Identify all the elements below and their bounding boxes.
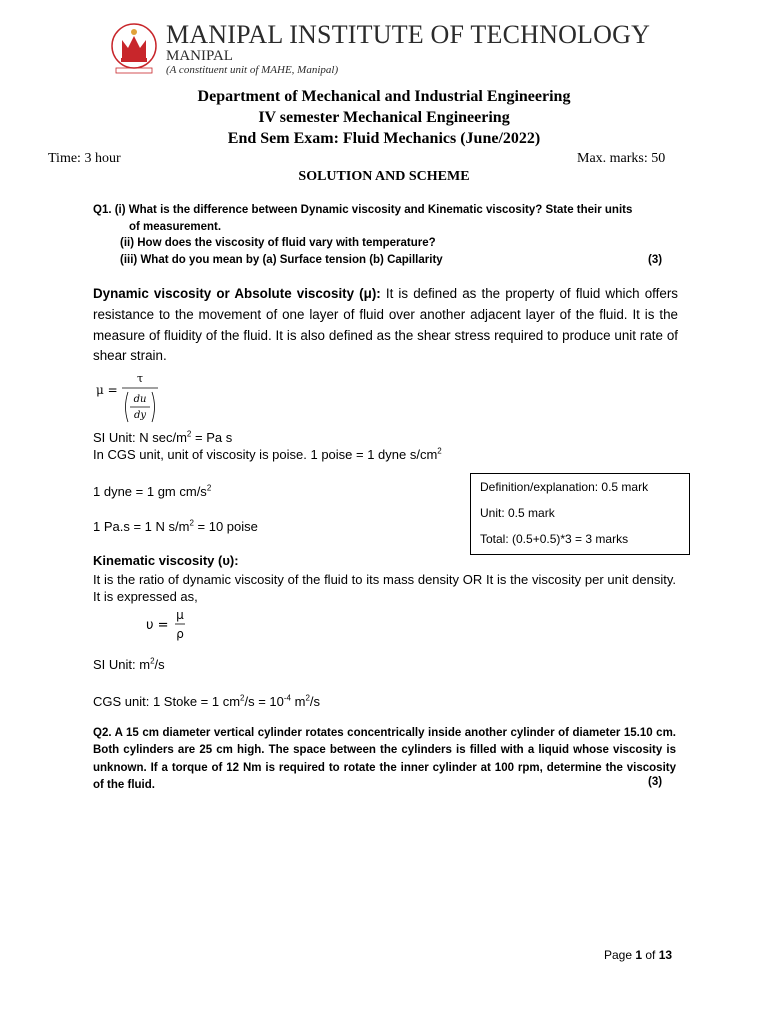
dynamic-viscosity-paragraph: [93, 284, 678, 367]
dynamic-cgs-unit: In CGS unit, unit of viscosity is poise. 1 poise = 1 dyne $s/cm^2$: [93, 446, 442, 462]
exam-max-marks: Max. marks: 50: [577, 151, 666, 166]
q1-marks: (3): [648, 254, 663, 266]
formula-mu-numerator: τ: [136, 372, 144, 385]
kinematic-si-unit: SI Unit: $m^2/s$: [93, 656, 165, 672]
dynamic-si-unit: SI Unit: N $\sec/m^2 = Pa$ s: [93, 429, 233, 445]
q1-line-3: (ii) How does the viscosity of fluid vary with temperature?: [120, 237, 436, 249]
institute-city: MANIPAL: [166, 48, 233, 64]
dynamic-viscosity-label: Dynamic viscosity or Absolute viscosity (μ):: [93, 286, 381, 301]
exam-time: Time: 3 hour: [48, 151, 121, 166]
institute-logo-icon: [108, 22, 160, 78]
q2-text: Q2. A 15 cm diameter vertical cylinder rotates concentrically inside another cylinder of diameter 15.10 cm. Both cylinders are 25 cm high. The space between the cylinders is filled with a liquid whose viscosity is unknown. If a torque of 12 Nm is required to rotate the inner cylinder at 100 rpm, determine the viscosity of the fluid.: [93, 727, 676, 792]
formula-nu-numerator: μ: [176, 608, 184, 622]
semester-title: IV semester Mechanical Engineering: [258, 109, 510, 126]
q1-line-2: of measurement.: [129, 221, 222, 233]
kinematic-cgs-unit: CGS unit: 1 Stoke = 1 $cm^2/s = 10^{-4}$ $m^2/s$: [93, 693, 321, 709]
exam-title: End Sem Exam: Fluid Mechanics (June/2022): [227, 130, 541, 147]
formula-mu-inner-numerator: du: [133, 394, 147, 405]
department-title: Department of Mechanical and Industrial Engineering: [197, 88, 571, 105]
marking-scheme-box: [470, 473, 690, 555]
q2-marks: (3): [648, 776, 663, 788]
dyne-conversion: 1 dyne = 1 gm $cm/s^2$: [93, 483, 212, 499]
dynamic-viscosity-text: It is defined as the property of fluid which offers resistance to the movement of one layer of fluid over another adjacent layer of the fluid. It is the measure of fluidity of the fluid. It is also defined as the shear stress required to produce unit rate of shear strain.: [93, 286, 678, 364]
institute-subtitle: (A constituent unit of MAHE, Manipal): [166, 64, 339, 76]
formula-nu-lhs: υ =: [146, 618, 169, 633]
formula-mu-inner-denominator: dy: [133, 410, 147, 421]
page-number: Page 1 of 13: [604, 948, 673, 962]
institute-name: MANIPAL INSTITUTE OF TECHNOLOGY: [166, 20, 651, 49]
kinematic-viscosity-formula: [146, 605, 196, 645]
dynamic-viscosity-formula: [96, 372, 176, 428]
formula-nu-denominator: ρ: [176, 627, 184, 641]
q1-line-4: (iii) What do you mean by (a) Surface tension (b) Capillarity: [120, 254, 443, 266]
scheme-total: Total: (0.5+0.5)*3 = 3 marks: [480, 532, 629, 546]
pascal-second-conversion: 1 Pa.s = 1 N $s/m^2 = 10$ poise: [93, 518, 258, 534]
q1-line-1: Q1. (i) What is the difference between Dynamic viscosity and Kinematic viscosity? State their units: [93, 204, 633, 216]
kinematic-viscosity-title: Kinematic viscosity (υ):: [93, 553, 239, 568]
formula-mu-lhs: μ =: [96, 383, 118, 397]
kinematic-viscosity-text: It is the ratio of dynamic viscosity of the fluid to its mass density OR It is the viscosity per unit density. It is expressed as,: [93, 572, 676, 604]
scheme-definition: Definition/explanation: 0.5 mark: [480, 480, 649, 494]
scheme-unit: Unit: 0.5 mark: [480, 506, 555, 520]
solution-heading: SOLUTION AND SCHEME: [298, 169, 470, 184]
